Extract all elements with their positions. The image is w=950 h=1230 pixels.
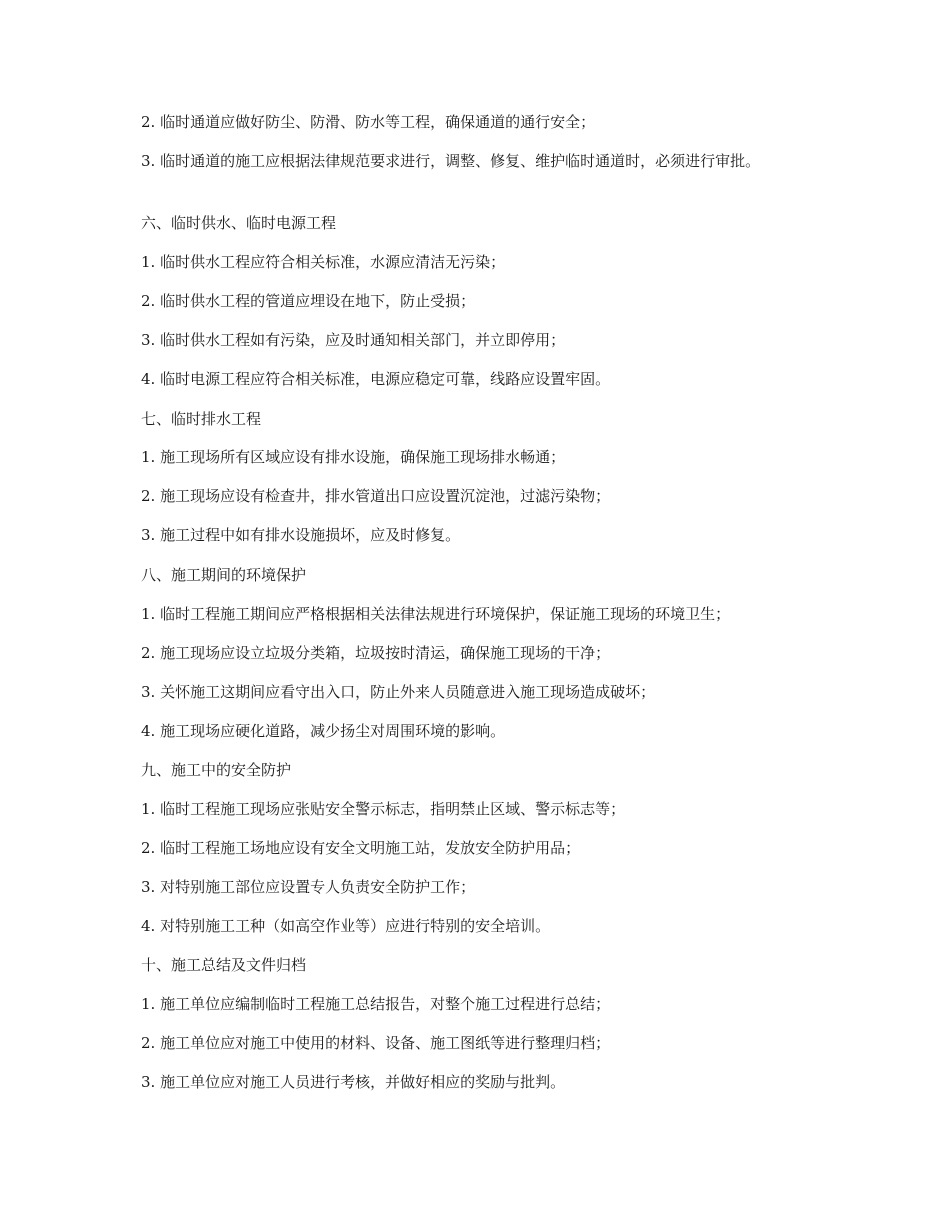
- list-item: 3. 对特别施工部位应设置专人负责安全防护工作；: [141, 878, 476, 896]
- list-item: 2. 临时工程施工场地应设有安全文明施工站，发放安全防护用品；: [141, 839, 581, 857]
- list-item: 4. 施工现场应硬化道路，减少扬尘对周围环境的影响。: [141, 722, 506, 740]
- list-item: 2. 临时供水工程的管道应埋设在地下，防止受损；: [141, 292, 476, 310]
- list-item: 3. 临时供水工程如有污染，应及时通知相关部门，并立即停用；: [141, 331, 566, 349]
- section-heading: 十、施工总结及文件归档: [141, 956, 307, 974]
- list-item: 1. 临时供水工程应符合相关标准，水源应清洁无污染；: [141, 253, 506, 271]
- list-item: 1. 临时工程施工现场应张贴安全警示标志，指明禁止区域、警示标志等；: [141, 800, 626, 818]
- list-item: 2. 临时通道应做好防尘、防滑、防水等工程，确保通道的通行安全；: [141, 113, 596, 131]
- section-heading: 九、施工中的安全防护: [141, 761, 292, 779]
- list-item: 4. 临时电源工程应符合相关标准，电源应稳定可靠，线路应设置牢固。: [141, 370, 611, 388]
- list-item: 4. 对特别施工工种（如高空作业等）应进行特别的安全培训。: [141, 917, 551, 935]
- list-item: 2. 施工现场应设立垃圾分类箱，垃圾按时清运，确保施工现场的干净；: [141, 644, 611, 662]
- list-item: 3. 施工过程中如有排水设施损坏，应及时修复。: [141, 526, 461, 544]
- list-item: 3. 关怀施工这期间应看守出入口，防止外来人员随意进入施工现场造成破坏；: [141, 683, 656, 701]
- list-item: 1. 施工单位应编制临时工程施工总结报告，对整个施工过程进行总结；: [141, 995, 611, 1013]
- list-item: 3. 施工单位应对施工人员进行考核，并做好相应的奖励与批判。: [141, 1073, 566, 1091]
- list-item: 2. 施工现场应设有检查井，排水管道出口应设置沉淀池，过滤污染物；: [141, 487, 611, 505]
- list-item: 3. 临时通道的施工应根据法律规范要求进行，调整、修复、维护临时通道时，必须进行审批。: [141, 152, 761, 170]
- list-item: 2. 施工单位应对施工中使用的材料、设备、施工图纸等进行整理归档；: [141, 1034, 611, 1052]
- section-heading: 七、临时排水工程: [141, 410, 262, 428]
- list-item: 1. 施工现场所有区域应设有排水设施，确保施工现场排水畅通；: [141, 448, 566, 466]
- section-heading: 六、临时供水、临时电源工程: [141, 214, 337, 232]
- section-heading: 八、施工期间的环境保护: [141, 566, 307, 584]
- list-item: 1. 临时工程施工期间应严格根据相关法律法规进行环境保护，保证施工现场的环境卫生；: [141, 605, 731, 623]
